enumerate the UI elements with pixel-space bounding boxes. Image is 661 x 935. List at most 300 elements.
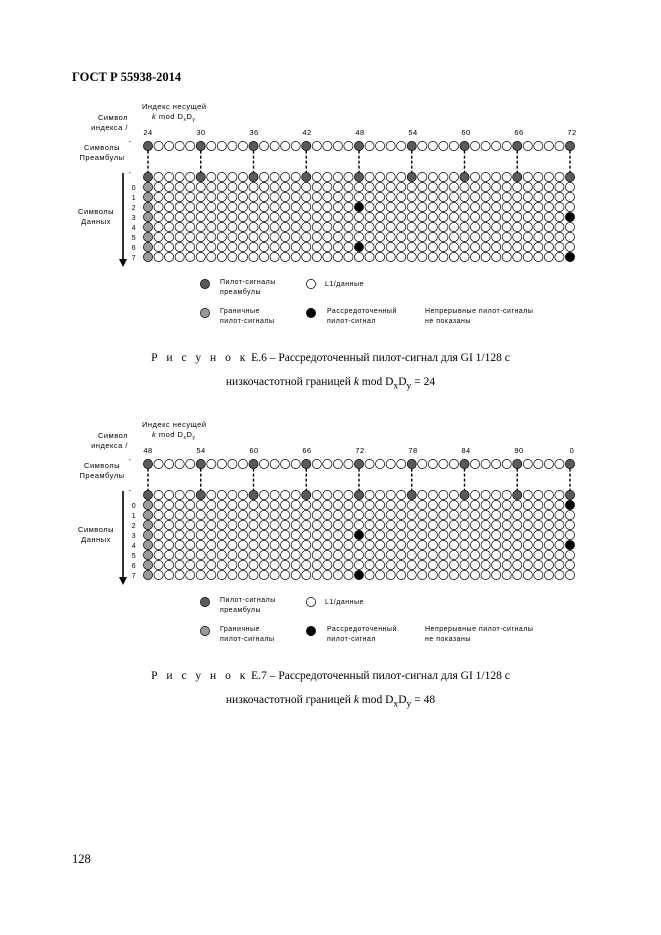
data-cell xyxy=(407,232,416,241)
l1-data-cell xyxy=(481,141,490,150)
data-cell xyxy=(312,242,321,251)
data-cell xyxy=(502,510,511,519)
edge-pilot-cell xyxy=(143,212,152,221)
data-cell xyxy=(555,242,564,251)
data-cell xyxy=(397,530,406,539)
data-cell xyxy=(481,510,490,519)
data-cell xyxy=(502,550,511,559)
data-cell xyxy=(428,550,437,559)
time-axis-arrowhead xyxy=(119,259,127,267)
data-cell xyxy=(502,570,511,579)
data-cell xyxy=(228,182,237,191)
l1-data-cell xyxy=(186,172,195,181)
data-cell xyxy=(238,182,247,191)
data-cell xyxy=(291,222,300,231)
legend-continual-label-2: не показаны xyxy=(425,318,471,325)
edge-pilot-cell xyxy=(143,540,152,549)
data-cell xyxy=(513,182,522,191)
data-cell xyxy=(186,560,195,569)
preamble-symbols-label: Символы xyxy=(84,461,120,470)
data-cell xyxy=(302,202,311,211)
edge-pilot-cell xyxy=(143,202,152,211)
data-cell xyxy=(418,530,427,539)
data-cell xyxy=(259,202,268,211)
data-cell xyxy=(534,242,543,251)
data-cell xyxy=(397,510,406,519)
data-cell xyxy=(323,192,332,201)
l1-data-cell xyxy=(154,172,163,181)
data-cell xyxy=(470,222,479,231)
data-cell xyxy=(449,232,458,241)
data-cell xyxy=(323,252,332,261)
data-cell xyxy=(407,560,416,569)
data-cell xyxy=(523,192,532,201)
l1-data-cell xyxy=(323,172,332,181)
data-cell xyxy=(492,570,501,579)
data-symbols-label: Символы xyxy=(78,207,114,216)
l1-data-cell xyxy=(365,141,374,150)
data-cell xyxy=(439,550,448,559)
data-cell xyxy=(534,222,543,231)
l1-data-cell xyxy=(312,490,321,499)
l1-data-cell xyxy=(386,490,395,499)
data-cell xyxy=(165,530,174,539)
l1-data-cell xyxy=(502,459,511,468)
l1-data-cell xyxy=(523,459,532,468)
data-cell xyxy=(291,192,300,201)
data-cell xyxy=(333,500,342,509)
legend-scattered-pilot-icon xyxy=(306,626,315,635)
data-cell xyxy=(439,500,448,509)
data-cell xyxy=(333,202,342,211)
data-row-label: 1 xyxy=(131,195,137,202)
data-cell xyxy=(523,570,532,579)
l1-data-cell xyxy=(270,172,279,181)
data-cell xyxy=(407,242,416,251)
data-cell xyxy=(376,550,385,559)
l1-data-cell xyxy=(270,141,279,150)
data-cell xyxy=(523,550,532,559)
data-cell xyxy=(555,182,564,191)
data-cell xyxy=(407,510,416,519)
edge-pilot-cell xyxy=(143,570,152,579)
data-cell xyxy=(281,530,290,539)
l1-data-cell xyxy=(544,172,553,181)
l1-data-cell xyxy=(481,459,490,468)
data-cell xyxy=(154,510,163,519)
legend-scattered-label-2: пилот-сигнал xyxy=(327,318,376,325)
l1-data-cell xyxy=(165,141,174,150)
data-cell xyxy=(196,202,205,211)
data-cell xyxy=(407,252,416,261)
data-cell xyxy=(534,232,543,241)
data-cell xyxy=(449,540,458,549)
data-cell xyxy=(555,252,564,261)
data-cell xyxy=(281,242,290,251)
l1-data-cell xyxy=(165,490,174,499)
legend-l1-data-label: L1/данные xyxy=(325,281,364,288)
data-cell xyxy=(418,520,427,529)
data-cell xyxy=(534,530,543,539)
data-cell xyxy=(439,182,448,191)
legend-preamble-pilot-icon xyxy=(200,279,209,288)
data-cell xyxy=(523,520,532,529)
l1-data-cell xyxy=(534,490,543,499)
data-cell xyxy=(428,520,437,529)
data-cell xyxy=(259,560,268,569)
data-cell xyxy=(513,520,522,529)
data-cell xyxy=(270,212,279,221)
data-cell xyxy=(397,242,406,251)
l1-data-cell xyxy=(449,141,458,150)
data-cell xyxy=(165,192,174,201)
l1-data-cell xyxy=(544,141,553,150)
data-cell xyxy=(534,202,543,211)
data-cell xyxy=(407,202,416,211)
data-cell xyxy=(365,182,374,191)
data-cell xyxy=(238,192,247,201)
data-cell xyxy=(249,510,258,519)
preamble-pilot-cell xyxy=(143,459,152,468)
legend-preamble-pilots-label-2: преамбулы xyxy=(220,289,262,296)
l1-data-cell xyxy=(281,141,290,150)
edge-pilot-cell xyxy=(143,252,152,261)
data-cell xyxy=(481,520,490,529)
data-cell xyxy=(428,232,437,241)
data-cell xyxy=(481,570,490,579)
data-cell xyxy=(154,202,163,211)
data-cell xyxy=(281,520,290,529)
preamble-pilot-cell xyxy=(196,141,205,150)
l1-data-cell xyxy=(344,459,353,468)
data-cell xyxy=(165,182,174,191)
data-cell xyxy=(344,520,353,529)
data-cell xyxy=(439,252,448,261)
l1-data-cell xyxy=(333,172,342,181)
preamble-row-label: - xyxy=(128,486,132,495)
data-cell xyxy=(217,500,226,509)
data-cell xyxy=(154,222,163,231)
l1-data-cell xyxy=(312,172,321,181)
data-cell xyxy=(312,202,321,211)
data-cell xyxy=(397,570,406,579)
data-cell xyxy=(502,530,511,539)
l1-data-cell xyxy=(439,459,448,468)
data-cell xyxy=(186,510,195,519)
edge-pilot-cell xyxy=(143,510,152,519)
data-cell xyxy=(523,232,532,241)
data-cell xyxy=(281,252,290,261)
data-cell xyxy=(534,192,543,201)
l1-data-cell xyxy=(534,141,543,150)
data-cell xyxy=(492,252,501,261)
data-cell xyxy=(228,202,237,211)
data-cell xyxy=(439,520,448,529)
caption-value: = 24 xyxy=(411,376,436,388)
data-cell xyxy=(544,252,553,261)
data-cell xyxy=(354,232,363,241)
data-cell xyxy=(513,252,522,261)
edge-pilot-cell xyxy=(143,242,152,251)
data-cell xyxy=(333,242,342,251)
l1-data-cell xyxy=(217,459,226,468)
carrier-tick-label: 54 xyxy=(408,128,418,137)
caption-e7 xyxy=(0,664,661,716)
data-cell xyxy=(492,560,501,569)
l1-data-cell xyxy=(523,172,532,181)
symbol-index-label-2: индекса / xyxy=(91,441,128,450)
data-cell xyxy=(249,560,258,569)
data-cell xyxy=(249,550,258,559)
data-cell xyxy=(270,222,279,231)
legend-l1-data-label: L1/данные xyxy=(325,599,364,606)
preamble-pilot-cell xyxy=(249,141,258,150)
data-cell xyxy=(492,232,501,241)
data-cell xyxy=(175,212,184,221)
data-cell xyxy=(354,520,363,529)
data-cell xyxy=(238,202,247,211)
scattered-pilot-cell xyxy=(565,252,574,261)
data-cell xyxy=(565,530,574,539)
data-row-label: 7 xyxy=(131,255,137,262)
data-cell xyxy=(165,242,174,251)
data-cell xyxy=(217,530,226,539)
data-cell xyxy=(439,222,448,231)
data-cell xyxy=(365,520,374,529)
data-cell xyxy=(281,212,290,221)
caption-line2: низкочастотной границей xyxy=(225,694,354,706)
data-cell xyxy=(534,520,543,529)
data-cell xyxy=(523,510,532,519)
data-cell xyxy=(344,510,353,519)
l1-data-cell xyxy=(291,459,300,468)
data-cell xyxy=(249,570,258,579)
data-cell xyxy=(565,242,574,251)
preamble-pilot-cell xyxy=(354,172,363,181)
preamble-pilot-cell xyxy=(249,172,258,181)
edge-pilot-cell xyxy=(143,560,152,569)
data-cell xyxy=(165,212,174,221)
data-cell xyxy=(154,520,163,529)
data-cell xyxy=(238,550,247,559)
l1-data-cell xyxy=(154,490,163,499)
data-cell xyxy=(312,252,321,261)
data-cell xyxy=(175,500,184,509)
data-cell xyxy=(492,540,501,549)
data-cell xyxy=(207,500,216,509)
data-cell xyxy=(481,182,490,191)
preamble-pilot-cell xyxy=(407,490,416,499)
l1-data-cell xyxy=(228,141,237,150)
data-cell xyxy=(207,252,216,261)
data-cell xyxy=(376,182,385,191)
data-cell xyxy=(323,242,332,251)
data-cell xyxy=(470,212,479,221)
data-cell xyxy=(386,192,395,201)
data-cell xyxy=(165,540,174,549)
data-cell xyxy=(397,222,406,231)
data-cell xyxy=(281,192,290,201)
data-cell xyxy=(249,520,258,529)
data-cell xyxy=(165,202,174,211)
data-cell xyxy=(196,560,205,569)
data-cell xyxy=(365,540,374,549)
data-cell xyxy=(344,530,353,539)
data-cell xyxy=(481,232,490,241)
data-cell xyxy=(449,550,458,559)
l1-data-cell xyxy=(323,490,332,499)
preamble-pilot-cell xyxy=(143,141,152,150)
data-cell xyxy=(281,182,290,191)
data-cell xyxy=(312,530,321,539)
data-cell xyxy=(249,530,258,539)
data-cell xyxy=(344,222,353,231)
data-cell xyxy=(165,222,174,231)
data-cell xyxy=(544,560,553,569)
data-cell xyxy=(228,242,237,251)
l1-data-cell xyxy=(175,172,184,181)
data-cell xyxy=(565,560,574,569)
data-cell xyxy=(323,212,332,221)
l1-data-cell xyxy=(428,141,437,150)
l1-data-cell xyxy=(376,459,385,468)
data-cell xyxy=(259,212,268,221)
data-cell xyxy=(154,500,163,509)
data-cell xyxy=(207,222,216,231)
data-cell xyxy=(449,182,458,191)
data-cell xyxy=(323,510,332,519)
l1-data-cell xyxy=(333,459,342,468)
data-cell xyxy=(302,520,311,529)
legend-continual-label: Непрерывные пилот-сигналы xyxy=(425,626,534,633)
data-cell xyxy=(291,212,300,221)
carrier-tick-label: 78 xyxy=(408,446,418,455)
data-symbols-label: Символы xyxy=(78,525,114,534)
data-cell xyxy=(365,560,374,569)
data-cell xyxy=(186,222,195,231)
data-cell xyxy=(470,570,479,579)
data-cell xyxy=(397,560,406,569)
carrier-index-formula: k mod $D_xD_y$ xyxy=(152,430,196,441)
data-cell xyxy=(555,570,564,579)
figure-e6 xyxy=(0,100,661,340)
l1-data-cell xyxy=(418,459,427,468)
preamble-pilot-cell xyxy=(196,459,205,468)
scattered-pilot-cell xyxy=(565,212,574,221)
data-cell xyxy=(439,530,448,539)
data-cell xyxy=(354,500,363,509)
data-cell xyxy=(513,202,522,211)
l1-data-cell xyxy=(439,490,448,499)
data-cell xyxy=(196,232,205,241)
data-cell xyxy=(186,252,195,261)
data-cell xyxy=(270,570,279,579)
data-cell xyxy=(196,192,205,201)
data-cell xyxy=(302,550,311,559)
data-cell xyxy=(154,252,163,261)
data-cell xyxy=(175,570,184,579)
preamble-pilot-cell xyxy=(354,459,363,468)
l1-data-cell xyxy=(481,490,490,499)
data-cell xyxy=(376,222,385,231)
data-cell xyxy=(196,540,205,549)
data-cell xyxy=(196,500,205,509)
data-row-label: 4 xyxy=(131,543,137,550)
data-cell xyxy=(418,570,427,579)
preamble-pilot-cell xyxy=(302,172,311,181)
data-cell xyxy=(175,232,184,241)
data-cell xyxy=(207,550,216,559)
l1-data-cell xyxy=(439,172,448,181)
data-cell xyxy=(407,182,416,191)
data-cell xyxy=(376,520,385,529)
data-cell xyxy=(544,540,553,549)
l1-data-cell xyxy=(470,459,479,468)
data-cell xyxy=(407,550,416,559)
data-cell xyxy=(207,202,216,211)
caption-word: Р и с у н о к xyxy=(151,352,249,364)
l1-data-cell xyxy=(165,459,174,468)
data-cell xyxy=(481,550,490,559)
legend-preamble-pilots-label: Пилот-сигналы xyxy=(220,597,276,604)
l1-data-cell xyxy=(154,141,163,150)
data-cell xyxy=(238,222,247,231)
data-cell xyxy=(354,192,363,201)
edge-pilot-cell xyxy=(143,520,152,529)
data-cell xyxy=(238,212,247,221)
data-cell xyxy=(154,550,163,559)
l1-data-cell xyxy=(555,172,564,181)
l1-data-cell xyxy=(418,141,427,150)
data-cell xyxy=(365,242,374,251)
data-cell xyxy=(386,232,395,241)
l1-data-cell xyxy=(186,141,195,150)
data-cell xyxy=(460,520,469,529)
data-cell xyxy=(376,500,385,509)
data-cell xyxy=(312,232,321,241)
data-cell xyxy=(407,520,416,529)
data-cell xyxy=(534,212,543,221)
data-cell xyxy=(207,192,216,201)
data-cell xyxy=(207,510,216,519)
preamble-pilot-cell xyxy=(196,490,205,499)
data-cell xyxy=(481,252,490,261)
data-cell xyxy=(344,550,353,559)
data-cell xyxy=(544,550,553,559)
data-cell xyxy=(502,182,511,191)
data-cell xyxy=(523,500,532,509)
data-cell xyxy=(259,242,268,251)
data-cell xyxy=(439,540,448,549)
data-cell xyxy=(333,192,342,201)
data-cell xyxy=(196,510,205,519)
data-cell xyxy=(481,500,490,509)
data-cell xyxy=(217,560,226,569)
data-cell xyxy=(207,570,216,579)
l1-data-cell xyxy=(397,459,406,468)
caption-sub-x: x xyxy=(393,380,399,392)
edge-pilot-cell xyxy=(143,232,152,241)
legend-scattered-label: Рассредоточенный xyxy=(327,308,397,315)
legend-continual-label-2: не показаны xyxy=(425,636,471,643)
data-cell xyxy=(228,540,237,549)
data-cell xyxy=(386,510,395,519)
data-cell xyxy=(386,520,395,529)
l1-data-cell xyxy=(207,141,216,150)
legend-continual-label: Непрерывные пилот-сигналы xyxy=(425,308,534,315)
data-cell xyxy=(333,182,342,191)
time-axis-arrowhead xyxy=(119,577,127,585)
